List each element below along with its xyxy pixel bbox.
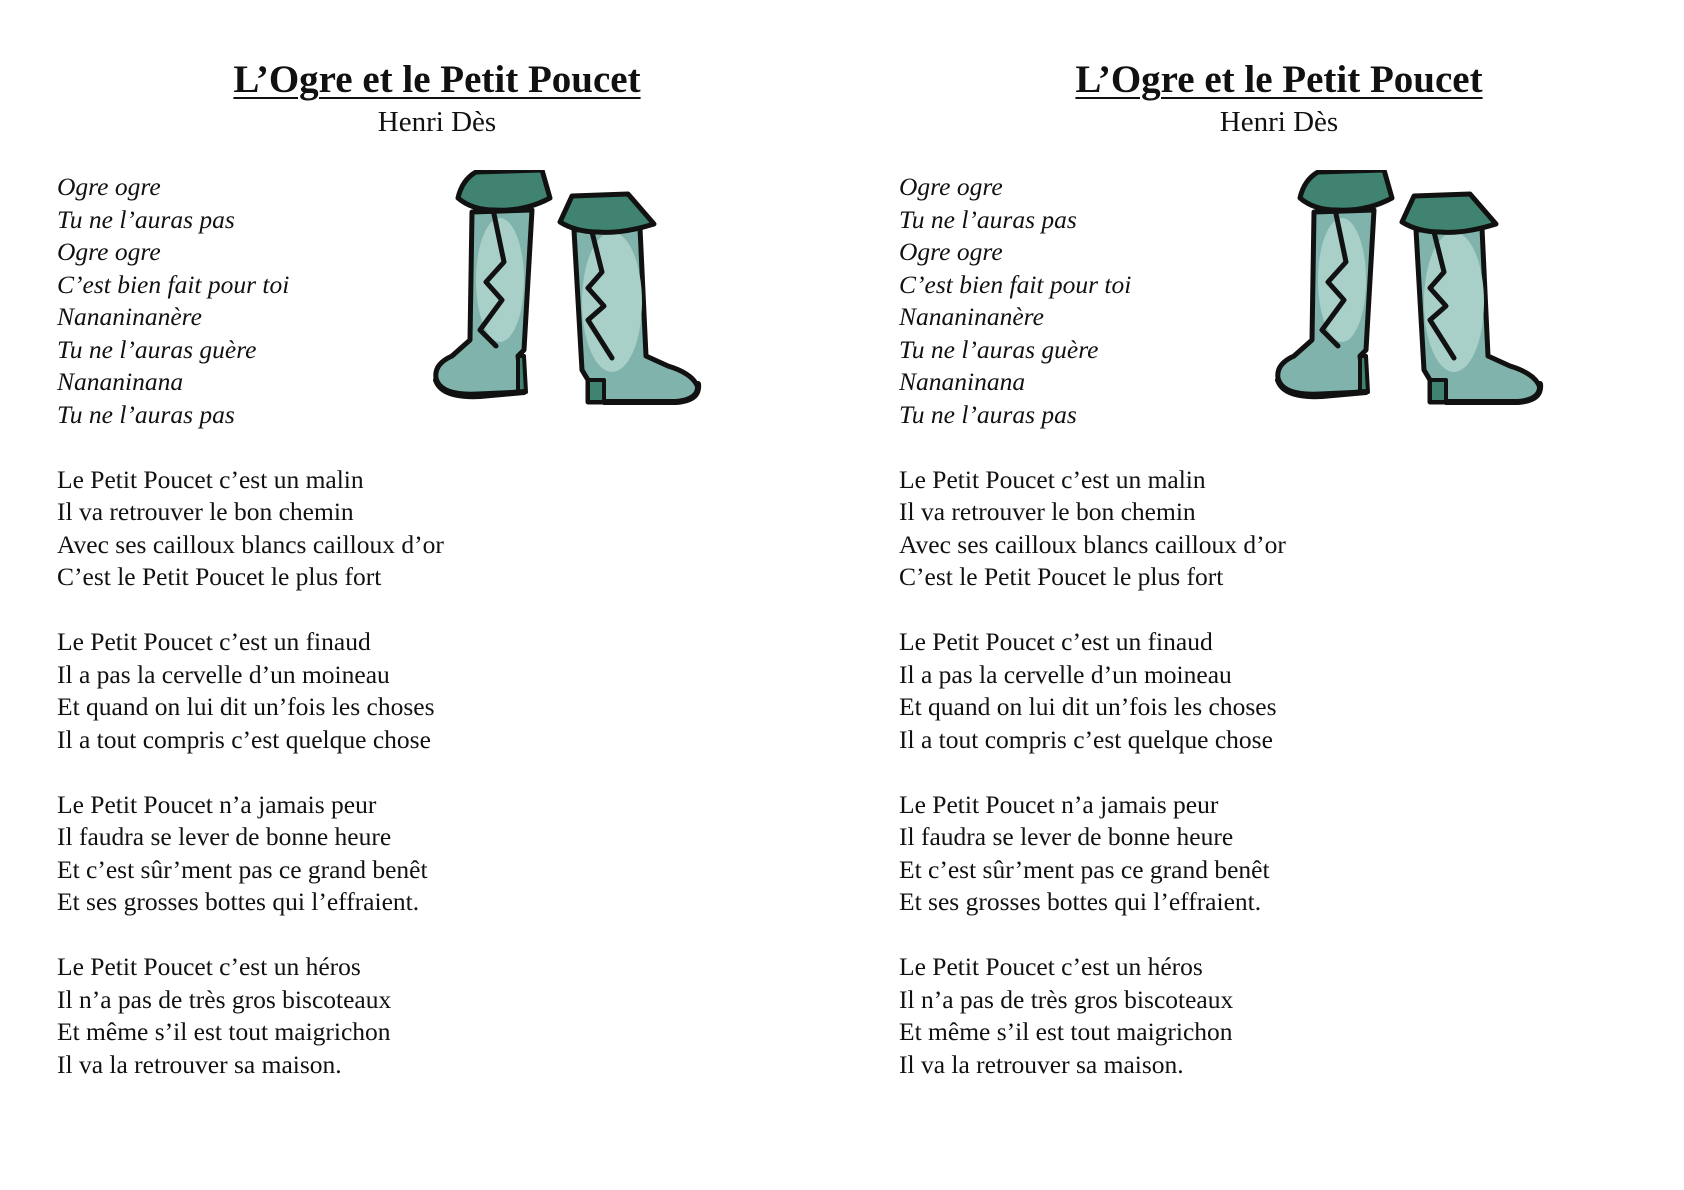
stanza-line: Avec ses cailloux blancs cailloux d’or (899, 529, 1286, 559)
stanza-line: Le Petit Poucet c’est un finaud (57, 627, 371, 656)
song-author: Henri Dès (1219, 106, 1339, 138)
stanza-line: Il faudra se lever de bonne heure (899, 822, 1234, 851)
refrain-line: Nananinana (57, 367, 184, 396)
stanza (899, 789, 1419, 919)
stanza-line: Et c’est sûr’ment pas ce grand benêt (57, 854, 428, 884)
stanza-line: Il n’a pas de très gros biscoteaux (899, 984, 1234, 1014)
stanza-line: Il a tout compris c’est quelque chose (57, 724, 431, 754)
stanza-line: C’est le Petit Poucet le plus fort (57, 562, 382, 591)
stanza-line: C’est le Petit Poucet le plus fort (899, 562, 1224, 591)
stanza (57, 464, 577, 594)
stanza-line: Le Petit Poucet n’a jamais peur (57, 789, 377, 819)
stanza-line: Et même s’il est tout maigrichon (57, 1017, 391, 1046)
stanza-line: Le Petit Poucet n’a jamais peur (899, 789, 1219, 819)
stanza (899, 951, 1419, 1081)
boots-icon (1274, 170, 1574, 435)
right-boot (560, 194, 698, 402)
refrain-line: Ogre ogre (899, 172, 1003, 201)
stanza (57, 951, 577, 1081)
stanza-line: Et ses grosses bottes qui l’effraient. (57, 887, 420, 916)
stanza-line: Le Petit Poucet c’est un malin (899, 464, 1206, 494)
stanza-line: Le Petit Poucet c’est un héros (57, 952, 361, 981)
refrain-line: Tu ne l’auras pas (899, 204, 1077, 234)
stanza (57, 789, 577, 919)
refrain-line: Tu ne l’auras guère (57, 334, 257, 364)
stanza (899, 626, 1419, 756)
stanza-line: Il a tout compris c’est quelque chose (899, 724, 1273, 754)
stanza-line: Et quand on lui dit un’fois les choses (899, 692, 1277, 721)
song-title: L’Ogre et le Petit Poucet (233, 58, 641, 101)
refrain-line: Nananinana (899, 367, 1026, 396)
refrain-line: Nananinanère (899, 302, 1044, 331)
refrain-line: Nananinanère (57, 302, 202, 331)
stanza-line: Il va la retrouver sa maison. (57, 1049, 342, 1079)
refrain-line: Tu ne l’auras pas (899, 399, 1077, 429)
stanza (899, 464, 1419, 594)
refrain-line: Ogre ogre (899, 237, 1003, 266)
right-boot (1402, 194, 1540, 402)
stanza-line: Il va retrouver le bon chemin (57, 497, 354, 526)
stanza-line: Il n’a pas de très gros biscoteaux (57, 984, 392, 1014)
lyrics-sheet-right (842, 0, 1684, 1190)
refrain-line: Tu ne l’auras guère (899, 334, 1099, 364)
song-title: L’Ogre et le Petit Poucet (1075, 58, 1483, 101)
stanza-line: Le Petit Poucet c’est un héros (899, 952, 1203, 981)
boots-icon (432, 170, 732, 435)
left-boot (1278, 170, 1392, 396)
stanza-line: Il a pas la cervelle d’un moineau (899, 659, 1232, 689)
stanza-line: Et ses grosses bottes qui l’effraient. (899, 887, 1262, 916)
stanza-line: Il a pas la cervelle d’un moineau (57, 659, 390, 689)
stanza-line: Il va retrouver le bon chemin (899, 497, 1196, 526)
refrain-line: C’est bien fait pour toi (899, 269, 1132, 299)
stanza-line: Le Petit Poucet c’est un malin (57, 464, 364, 494)
stanza-line: Le Petit Poucet c’est un finaud (899, 627, 1213, 656)
stanza-line: Il faudra se lever de bonne heure (57, 822, 392, 851)
stanza-line: Et c’est sûr’ment pas ce grand benêt (899, 854, 1270, 884)
refrain-line: Ogre ogre (57, 172, 161, 201)
refrain-line: Ogre ogre (57, 237, 161, 266)
refrain-line: Tu ne l’auras pas (57, 399, 235, 429)
song-author: Henri Dès (377, 106, 497, 138)
stanza-line: Et même s’il est tout maigrichon (899, 1017, 1233, 1046)
refrain-line: Tu ne l’auras pas (57, 204, 235, 234)
stanza-line: Il va la retrouver sa maison. (899, 1049, 1184, 1079)
stanza-line: Et quand on lui dit un’fois les choses (57, 692, 435, 721)
stanza (57, 626, 577, 756)
left-boot (436, 170, 550, 396)
refrain-line: C’est bien fait pour toi (57, 269, 290, 299)
stanza-line: Avec ses cailloux blancs cailloux d’or (57, 529, 444, 559)
